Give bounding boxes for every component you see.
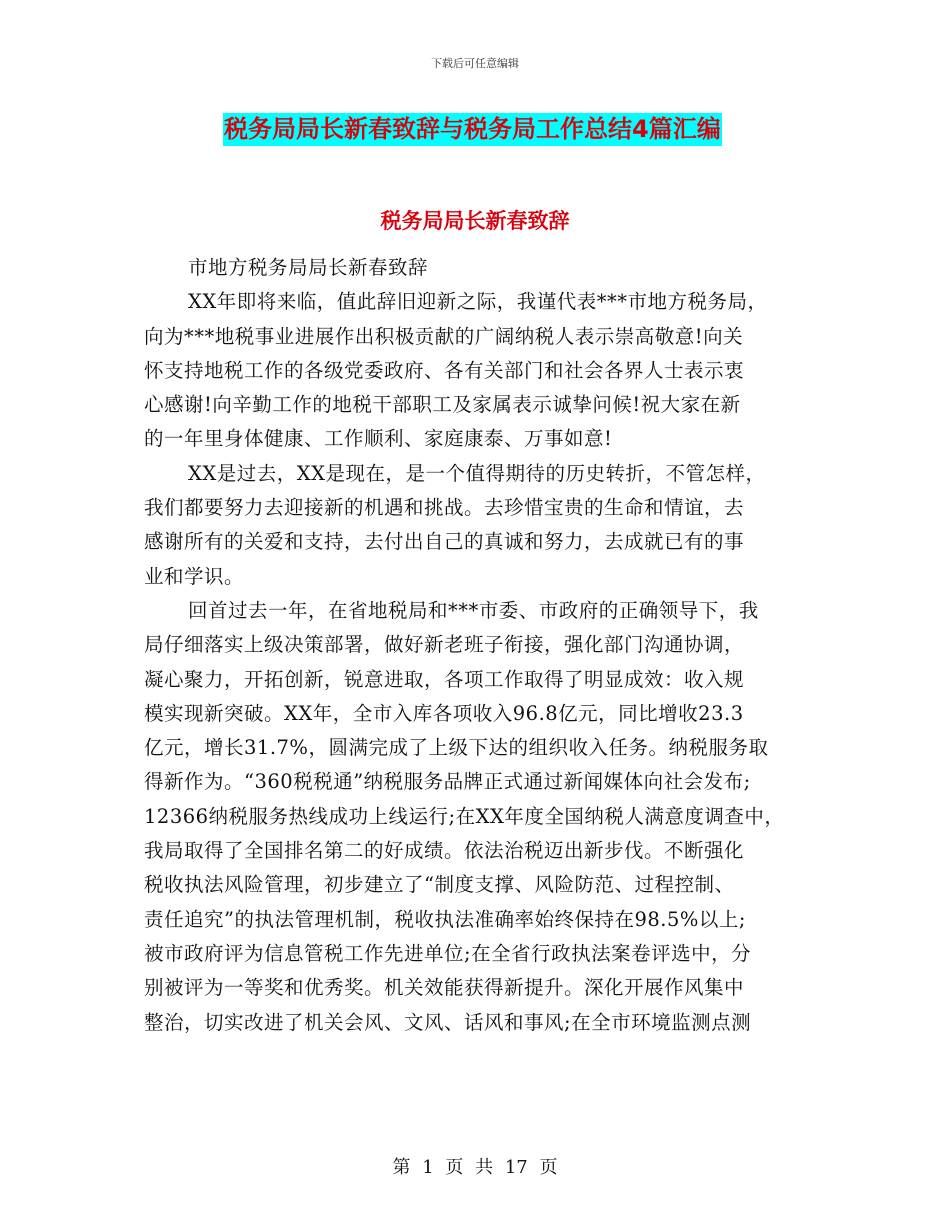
text-line: 向为***地税事业进展作出积极贡献的广阔纳税人表示崇高敬意!向关 <box>144 324 744 348</box>
text-line: 模实现新突破。XX年，全市入库各项收入96.8亿元，同比增收23.3 <box>144 701 744 725</box>
text-line: 别被评为一等奖和优秀奖。机关效能获得新提升。深化开展作风集中 <box>144 976 745 1000</box>
text-line: 税收执法风险管理，初步建立了“制度支撑、风险防范、过程控制、 <box>144 873 735 897</box>
header-note: 下载后可任意编辑 <box>431 57 519 70</box>
text-line: XX是过去，XX是现在，是一个值得期待的历史转折，不管怎样， <box>188 461 766 485</box>
text-line: 感谢所有的关爱和支持，去付出自己的真诚和努力，去成就已有的事 <box>144 530 745 554</box>
page-footer: 第 1 页 共 17 页 <box>392 1157 558 1178</box>
text-line: 业和学识。 <box>144 564 245 588</box>
text-line: 怀支持地税工作的各级党委政府、各有关部门和社会各界人士表示衷 <box>144 358 745 382</box>
text-line: 市地方税务局局长新春致辞 <box>188 256 429 279</box>
paragraph <box>144 457 814 594</box>
paragraph <box>144 251 814 285</box>
text-line: 局仔细落实上级决策部署，做好新老班子衔接，强化部门沟通协调， <box>144 633 745 657</box>
text-line: XX年即将来临，值此辞旧迎新之际，我谨代表***市地方税务局， <box>188 290 768 314</box>
text-line: 我们都要努力去迎接新的机遇和挑战。去珍惜宝贵的生命和情谊，去 <box>144 496 745 520</box>
text-line: 整治，切实改进了机关会风、文风、话风和事风;在全市环境监测点测 <box>144 1010 752 1034</box>
text-line: 心感谢!向辛勤工作的地税干部职工及家属表示诚挚问候!祝大家在新 <box>144 393 741 417</box>
paragraph <box>144 285 814 456</box>
text-line: 得新作为。“360税税通”纳税服务品牌正式通过新闻媒体向社会发布; <box>144 770 751 794</box>
text-line: 12366纳税服务热线成功上线运行;在XX年度全国纳税人满意度调查中， <box>144 804 785 828</box>
text-line: 我局取得了全国排名第二的好成绩。依法治税迈出新步伐。不断强化 <box>144 839 745 863</box>
body-text <box>144 251 814 1040</box>
section-title: 税务局局长新春致辞 <box>380 209 570 233</box>
text-line: 凝心聚力，开拓创新，锐意进取，各项工作取得了明显成效：收入规 <box>144 667 745 691</box>
text-line: 被市政府评为信息管税工作先进单位;在全省行政执法案卷评选中，分 <box>144 941 752 965</box>
paragraph <box>144 594 814 1040</box>
document-title: 税务局局长新春致辞与税务局工作总结4篇汇编 <box>223 113 722 146</box>
text-line: 的一年里身体健康、工作顺利、家庭康泰、万事如意! <box>144 427 613 451</box>
text-line: 回首过去一年，在省地税局和***市委、市政府的正确领导下，我 <box>188 598 759 622</box>
text-line: 亿元，增长31.7%，圆满完成了上级下达的组织收入任务。纳税服务取 <box>144 736 769 760</box>
text-line: 责任追究”的执法管理机制，税收执法准确率始终保持在98.5%以上; <box>144 907 746 931</box>
